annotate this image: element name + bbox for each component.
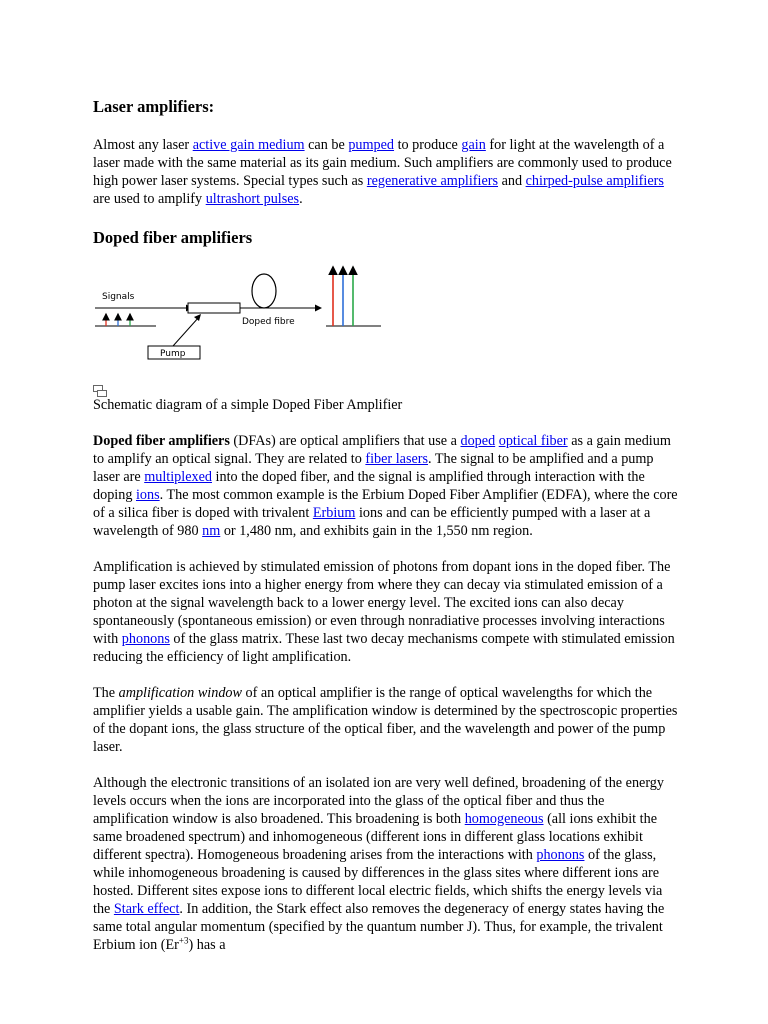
text: Amplification is achieved by stimulated emission of photons from dopant ions in the doped fiber. The pump laser excites ions into a higher energy from where they can decay via stimulated emission of a photon at the signal wavelength back to a lower energy level. The excited ions can also decay spontaneously (spontaneous emission) or even through nonradiative processes involving interactions with: [93, 558, 671, 647]
heading-doped-fiber-amplifiers: Doped fiber amplifiers: [93, 227, 253, 247]
text: Almost any laser: [93, 136, 193, 153]
text: into the doped fiber, and the signal is amplified through interaction with the doping: [93, 468, 645, 503]
text: of an optical amplifier is the range of optical wavelengths for which the amplifier yields a usable gain. The amplification window is determined by the spectroscopic properties of the dopant ions, the glass structure of the optical fiber, and the wavelength and power of the pump laser.: [93, 684, 678, 755]
superscript: +3: [178, 934, 189, 945]
text: (DFAs) are optical amplifiers that use a: [229, 432, 461, 449]
link-chirped-pulse-amplifiers[interactable]: chirped-pulse amplifiers: [525, 172, 664, 189]
text: can be: [304, 136, 349, 153]
bold-term: Doped fiber amplifiers: [93, 432, 230, 449]
text: to produce: [394, 136, 462, 153]
link-gain[interactable]: gain: [461, 136, 486, 153]
text: . In addition, the Stark effect also removes the degeneracy of energy states having the same total angular momentum (specified by the quantum number J). Thus, for example, the trivalent Erbium ion (Er: [93, 900, 665, 953]
link-doped[interactable]: doped: [460, 432, 496, 449]
heading-laser-amplifiers: Laser amplifiers:: [93, 97, 215, 116]
link-active-gain-medium[interactable]: active gain medium: [192, 136, 305, 153]
link-stark-effect[interactable]: Stark effect: [113, 900, 180, 917]
pump-label: Pump: [160, 348, 186, 359]
text: for light at the wavelength of a laser made with the same material as its gain medium. Such amplifiers are commonly used to produce high power laser systems. Special types such as: [93, 136, 672, 189]
text: .: [299, 190, 303, 207]
link-regenerative-amplifiers[interactable]: regenerative amplifiers: [366, 172, 499, 189]
link-phonons-2[interactable]: phonons: [536, 846, 585, 863]
text: ions and can be efficiently pumped with a laser at a wavelength of 980: [93, 504, 651, 539]
paragraph-amplification: [93, 558, 683, 666]
paragraph-amplification-window: [93, 684, 683, 756]
text: The: [93, 684, 119, 701]
pump-line: [173, 317, 199, 346]
text: ) has a: [188, 936, 226, 953]
link-ultrashort-pulses[interactable]: ultrashort pulses: [205, 190, 300, 207]
link-erbium[interactable]: Erbium: [312, 504, 356, 521]
italic-term: amplification window: [118, 684, 242, 701]
diagram-caption: Schematic diagram of a simple Doped Fiber Amplifier: [93, 396, 403, 413]
link-optical-fiber[interactable]: optical fiber: [498, 432, 568, 449]
text: as a gain medium to amplify an optical signal. They are related to: [93, 432, 671, 467]
doped-fibre-box: [188, 303, 240, 313]
text: (all ions exhibit the same broadened spectrum) and inhomogeneous (different ions in different glass locations exhibit different spectra). Homogeneous broadening arises from the interactions with: [93, 810, 657, 863]
link-multiplexed[interactable]: multiplexed: [144, 468, 212, 485]
link-nm[interactable]: nm: [202, 522, 221, 539]
text: are used to amplify: [93, 190, 206, 207]
link-fiber-lasers[interactable]: fiber lasers: [365, 450, 429, 467]
text: and: [498, 172, 526, 189]
text: or 1,480 nm, and exhibits gain in the 1,550 nm region.: [220, 522, 533, 539]
dfa-schematic-svg: [93, 262, 393, 374]
output-arrowhead: [315, 304, 322, 311]
paragraph-dfa-definition: [93, 432, 683, 540]
text: . The most common example is the Erbium Doped Fiber Amplifier (EDFA), where the core of a silica fiber is doped with trivalent: [93, 486, 678, 521]
signals-label: Signals: [102, 291, 135, 302]
pump-arrowhead: [194, 314, 201, 321]
link-homogeneous[interactable]: homogeneous: [464, 810, 544, 827]
link-pumped[interactable]: pumped: [348, 136, 395, 153]
paragraph-laser-amplifiers: [93, 136, 683, 208]
doped-fibre-label: Doped fibre: [242, 316, 295, 327]
paragraph-broadening: [93, 774, 683, 954]
text: of the glass, while inhomogeneous broadening is caused by differences in the glass sites where different ions are hosted. Different sites expose ions to different local electric fields, which shifts the energy levels via the: [93, 846, 663, 917]
document-content: [93, 90, 683, 954]
dfa-schematic-diagram: [93, 262, 393, 374]
link-ions[interactable]: ions: [135, 486, 160, 503]
text: Although the electronic transitions of an isolated ion are very well defined, broadening of the energy levels occurs when the ions are incorporated into the glass of the optical fiber and thus the amplification window is also broadened. This broadening is both: [93, 774, 664, 827]
link-phonons[interactable]: phonons: [121, 630, 170, 647]
text: . The signal to be amplified and a pump laser are: [93, 450, 654, 485]
fibre-loop: [252, 274, 276, 308]
text: of the glass matrix. These last two decay mechanisms compete with stimulated emission reducing the efficiency of light amplification.: [93, 630, 675, 665]
image-placeholder-icon: [93, 384, 107, 396]
